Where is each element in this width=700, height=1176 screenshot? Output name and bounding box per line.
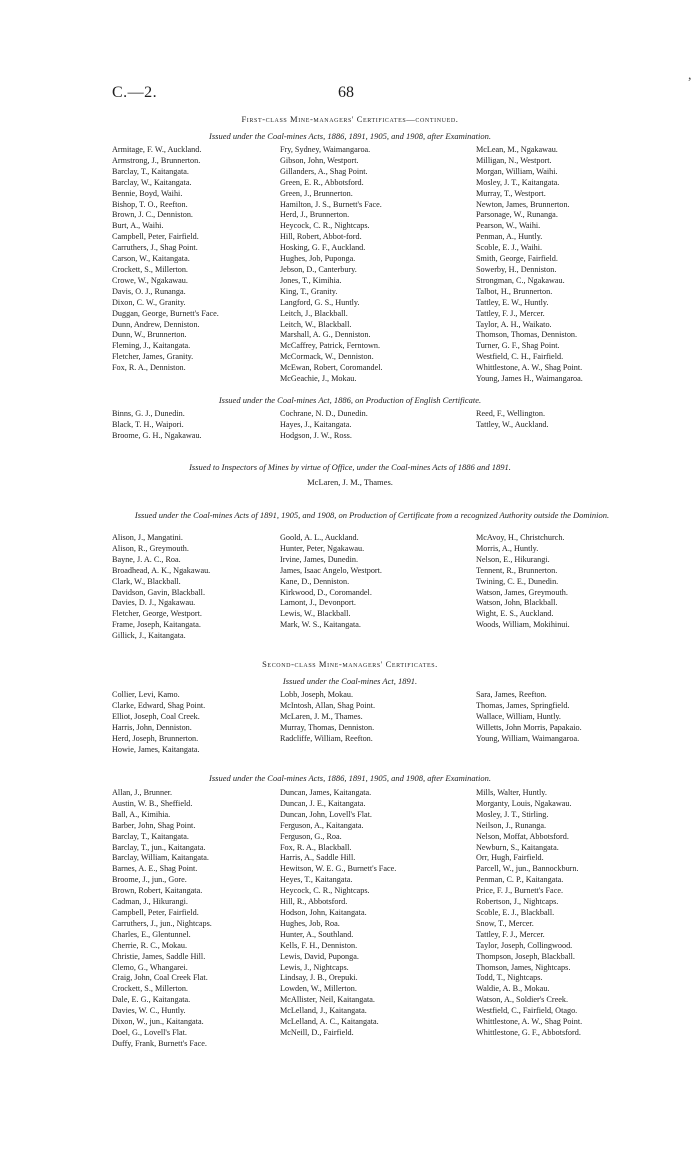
certificate-holder-entry: Young, James H., Waimangaroa.: [476, 374, 583, 384]
name-column-2: [280, 409, 368, 442]
certificate-holder-entry: Tennent, R., Brunnerton.: [476, 565, 558, 575]
certificate-holder-entry: McCaffrey, Patrick, Ferntown.: [280, 341, 381, 351]
certificate-holder-entry: Carruthers, J., Shag Point.: [112, 243, 198, 253]
certificate-holder-entry: Lewis, J., Nightcaps.: [280, 962, 349, 972]
certificate-holder-entry: Ball, A., Kimihia.: [112, 809, 171, 819]
certificate-holder-entry: Waldie, A. B., Mokau.: [476, 984, 550, 994]
certificate-holder-entry: Murray, T., Westport.: [476, 188, 546, 198]
certificate-holder-entry: Carson, W., Kaitangata.: [112, 254, 190, 264]
certificate-holder-entry: Young, William, Waimangaroa.: [476, 733, 580, 743]
certificate-holder-entry: Barclay, T., Kaitangata.: [112, 166, 189, 176]
certificate-holder-entry: Nelson, E., Hikurangi.: [476, 554, 550, 564]
certificate-holder-entry: Smith, George, Fairfield.: [476, 254, 558, 264]
certificate-holder-entry: Tattley, F. J., Mercer.: [476, 929, 545, 939]
certificate-holder-entry: Hosking, G. F., Auckland.: [280, 243, 366, 253]
certificate-holder-entry: Fleming, J., Kaitangata.: [112, 341, 191, 351]
certificate-holder-entry: Leitch, J., Blackball.: [280, 308, 348, 318]
certificate-holder-entry: Wallace, William, Huntly.: [476, 711, 561, 721]
certificate-holder-entry: Allan, J., Brunner.: [112, 788, 173, 797]
page-header-series: C.—2.: [112, 84, 158, 101]
certificate-holder-entry: Penman, A., Huntly.: [476, 232, 543, 242]
certificate-holder-entry: Fletcher, George, Westport.: [112, 609, 202, 619]
certificate-holder-entry: Scoble, E. J., Waihi.: [476, 243, 543, 253]
certificate-holder-entry: Armstrong, J., Brunnerton.: [112, 155, 201, 165]
certificate-holder-entry: Willetts, John Morris, Papakaio.: [476, 722, 582, 732]
certificate-holder-entry: Taylor, A. H., Waikato.: [476, 319, 552, 329]
certificate-holder-entry: Davidson, Gavin, Blackball.: [112, 587, 206, 597]
certificate-holder-entry: Hill, R., Abbotsford.: [280, 897, 348, 907]
section-subtitle-examination: Issued under the Coal-mines Acts, 1886, 1891, 1905, and 1908, after Examination.: [209, 131, 491, 141]
certificate-holder-entry: McLelland, A. C., Kaitangata.: [280, 1017, 379, 1027]
certificate-holder-entry: Duncan, John, Lovell's Flat.: [280, 809, 372, 819]
certificate-holder-entry: Hunter, Peter, Ngakawau.: [280, 543, 365, 553]
certificate-holder-entry: Radcliffe, William, Reefton.: [280, 733, 373, 743]
certificate-holder-entry: Ferguson, G., Roa.: [280, 831, 342, 841]
certificate-holder-entry: Dixon, C. W., Granity.: [112, 297, 186, 307]
certificate-holder-entry: Kane, D., Denniston.: [280, 576, 350, 586]
certificate-holder-entry: Duffy, Frank, Burnett's Face.: [112, 1038, 207, 1048]
certificate-holder-entry: Hill, Robert, Abbot-ford.: [280, 232, 362, 242]
certificate-holder-entry: McLean, M., Ngakawau.: [476, 145, 558, 154]
certificate-holder-entry: Watson, James, Greymouth.: [476, 587, 568, 597]
certificate-holder-entry: Ferguson, A., Kaitangata.: [280, 820, 364, 830]
certificate-holder-entry: Gillick, J., Kaitangata.: [112, 631, 186, 641]
section-subtitle-recognized-authority: Issued under the Coal-mines Acts of 1891, 1905, and 1908, on Production of Certificate from a recognized Authority outside the Dominion.: [134, 510, 610, 520]
certificate-holder-entry: Harris, John, Denniston.: [112, 722, 192, 732]
certificate-holder-entry: Thompson, Joseph, Blackball.: [476, 951, 575, 961]
certificate-holder-entry: Sara, James, Reefton.: [476, 690, 547, 699]
section-subtitle-act-1891: Issued under the Coal-mines Act, 1891.: [282, 676, 418, 686]
certificate-holder-entry: Green, E. R., Abbotsford.: [280, 177, 364, 187]
certificate-holder-entry: Christie, James, Saddle Hill.: [112, 951, 206, 961]
certificate-holder-entry: Heycock, C. R., Nightcaps.: [280, 886, 370, 896]
certificate-holder-entry: Campbell, Peter, Fairfield.: [112, 232, 199, 242]
certificate-holder-entry: Mosley, J. T., Stirling.: [476, 809, 549, 819]
certificate-holder-entry: Herd, J., Brunnerton.: [280, 210, 350, 220]
certificate-holder-entry: Wight, E. S., Auckland.: [476, 609, 554, 619]
certificate-holder-entry: Morganty, Louis, Ngakawau.: [476, 798, 572, 808]
certificate-holder-entry: Whittlestone, A. W., Shag Point.: [476, 363, 583, 373]
certificate-holder-entry: Watson, John, Blackball.: [476, 598, 558, 608]
certificate-holder-entry: Craig, John, Coal Creek Flat.: [112, 973, 208, 983]
certificate-holder-entry: McLelland, J., Kaitangata.: [280, 1006, 367, 1016]
certificate-holder-entry: Dunn, W., Brunnerton.: [112, 330, 187, 340]
certificate-holder-entry: McGeachie, J., Mokau.: [280, 374, 357, 384]
certificate-holder-entry: Twining, C. E., Dunedin.: [476, 576, 559, 586]
certificate-holder-entry: Lobb, Joseph, Mokau.: [280, 690, 353, 699]
certificate-holder-entry: Newton, James, Brunnerton.: [476, 199, 570, 209]
certificate-holder-entry: Neilson, J., Runanga.: [476, 820, 547, 830]
certificate-holder-entry: Lamont, J., Devonport.: [280, 598, 356, 608]
certificate-holder-entry: Broome, J., jun., Gore.: [112, 875, 187, 885]
certificate-holder-entry: James, Isaac Angelo, Westport.: [280, 565, 382, 575]
certificate-holder-entry: Crowe, W., Ngakawau.: [112, 275, 188, 285]
certificate-holder-entry: Broadhead, A. K., Ngakawau.: [112, 565, 211, 575]
certificate-holder-entry: Dixon, W., jun., Kaitangata.: [112, 1017, 204, 1027]
certificate-holder-entry: Barclay, William, Kaitangata.: [112, 853, 209, 863]
certificate-holder-entry: Scoble, E. J., Blackball.: [476, 907, 555, 917]
certificate-holder-entry: Carruthers, J., jun., Nightcaps.: [112, 918, 212, 928]
name-column-2: [280, 533, 382, 631]
certificate-holder-entry: Lindsay, J. B., Orepuki.: [280, 973, 358, 983]
certificate-holder-entry: Westfield, C., Fairfield, Otago.: [476, 1006, 578, 1016]
certificate-holder-entry: Armitage, F. W., Auckland.: [112, 145, 202, 154]
certificate-holder-entry: Todd, T., Nightcaps.: [476, 973, 543, 983]
certificate-holder-entry: Barber, John, Shag Point.: [112, 820, 196, 830]
certificate-holder-entry: Thomson, James, Nightcaps.: [476, 962, 571, 972]
certificate-holder-entry: Black, T. H., Waipori.: [112, 419, 184, 429]
certificate-holder-entry: Morgan, William, Waihi.: [476, 166, 558, 176]
certificate-holder-entry: Cherrie, R. C., Mokau.: [112, 940, 188, 950]
certificate-holder-entry: McAllister, Neil, Kaitangata.: [280, 995, 375, 1005]
certificate-holder-entry: Frame, Joseph, Kaitangata.: [112, 620, 201, 630]
name-column-1: [112, 788, 212, 1050]
certificate-holder-entry: Fletcher, James, Granity.: [112, 352, 194, 362]
certificate-holder-entry: McCormack, W., Denniston.: [280, 352, 374, 362]
certificate-holder-entry: Strongman, C., Ngakawau.: [476, 275, 565, 285]
certificate-holder-entry: Clark, W., Blackball.: [112, 576, 181, 586]
certificate-holder-entry: Murray, Thomas, Denniston.: [280, 722, 375, 732]
certificate-holder-entry: Barclay, T., Kaitangata.: [112, 831, 189, 841]
certificate-holder-entry: Brown, J. C., Denniston.: [112, 210, 193, 220]
certificate-holder-entry: Reed, F., Wellington.: [476, 409, 546, 418]
certificate-holder-entry: McNeill, D., Fairfield.: [280, 1027, 354, 1037]
certificate-holder-entry: Woods, William, Mokihinui.: [476, 620, 570, 630]
name-column-3: [476, 690, 582, 745]
certificate-holder-entry: Marshall, A. G., Denniston.: [280, 330, 371, 340]
certificate-holder-entry: McIntosh, Allan, Shag Point.: [280, 700, 376, 710]
name-column-3: [476, 533, 570, 631]
certificate-holder-entry: Broome, G. H., Ngakawau.: [112, 430, 202, 440]
certificate-holder-entry: Herd, Joseph, Brunnerton.: [112, 733, 199, 743]
certificate-holder-entry: Jebson, D., Canterbury.: [280, 264, 357, 274]
certificate-holder-entry: Crockett, S., Millerton.: [112, 984, 188, 994]
certificate-holder-entry: Bayne, J. A. C., Roa.: [112, 554, 181, 564]
certificate-holder-entry: Thomas, James, Springfield.: [476, 700, 570, 710]
name-column-3: [476, 145, 583, 385]
certificate-holder-entry: Collier, Levi, Kamo.: [112, 690, 180, 699]
certificate-holder-entry: McAvoy, H., Christchurch.: [476, 533, 565, 542]
certificate-holder-entry: Barclay, W., Kaitangata.: [112, 177, 192, 187]
name-column-2: [280, 145, 383, 385]
certificate-holder-entry: Goold, A. L., Auckland.: [280, 533, 359, 542]
certificate-holder-entry: Campbell, Peter, Fairfield.: [112, 907, 199, 917]
section-subtitle-inspectors: Issued to Inspectors of Mines by virtue of Office, under the Coal-mines Acts of 1886 and 1891.: [189, 462, 511, 472]
section-title-second-class: Second-class Mine-managers' Certificates.: [262, 659, 438, 669]
certificate-holder-entry: Duggan, George, Burnett's Face.: [112, 308, 219, 318]
certificate-holder-entry: Heyes, T., Kaitangata.: [280, 875, 353, 885]
certificate-holder-entry: Whittlestone, G. F., Abbotsford.: [476, 1027, 581, 1037]
certificate-holder-entry: Talbot, H., Brunnerton.: [476, 286, 553, 296]
certificate-holder-entry: Thomson, Thomas, Denniston.: [476, 330, 578, 340]
name-column-2: [280, 690, 375, 745]
certificate-holder-entry: Barclay, T., jun., Kaitangata.: [112, 842, 206, 852]
certificate-holder-entry: Hewitson, W. E. G., Burnett's Face.: [280, 864, 397, 874]
name-column-1: [112, 533, 210, 642]
certificate-holder-entry: Gibson, John, Westport.: [280, 155, 359, 165]
certificate-holder-entry: Mosley, J. T., Kaitangata.: [476, 177, 560, 187]
certificate-holder-entry: Penman, C. P., Kaitangata.: [476, 875, 564, 885]
section-title-first-class: First-class Mine-managers' Certificates—continued.: [241, 114, 459, 124]
certificate-holder-entry: Cochrane, N. D., Dunedin.: [280, 409, 368, 418]
certificate-holder-entry: Snow, T., Mercer.: [476, 918, 534, 928]
certificate-holder-entry: Binns, G. J., Dunedin.: [112, 409, 185, 418]
certificate-holder-entry: Lewis, W., Blackball.: [280, 609, 351, 619]
certificate-holder-entry: Newburn, S., Kaitangata.: [476, 842, 559, 852]
certificate-holder-entry: Hodson, John, Kaitangata.: [280, 907, 367, 917]
name-column-3: [476, 788, 582, 1039]
certificate-holder-entry: Hunter, A., Southland.: [280, 929, 354, 939]
certificate-holder-entry: Davis, O. J., Runanga.: [112, 286, 186, 296]
certificate-holder-entry: Cadman, J., Hikurangi.: [112, 897, 188, 907]
certificate-holder-entry: Jones, T., Kimihia.: [280, 275, 342, 285]
certificate-holder-entry: Westfield, C. H., Fairfield.: [476, 352, 564, 362]
certificate-holder-entry: Mark, W. S., Kaitangata.: [280, 620, 361, 630]
certificate-holder-entry: Tattley, E. W., Huntly.: [476, 297, 549, 307]
certificate-holder-entry: Bennie, Boyd, Waihi.: [112, 188, 183, 198]
certificate-holder-entry: Barnes, A. E., Shag Point.: [112, 864, 198, 874]
certificate-holder-entry: Hughes, Job, Roa.: [280, 918, 340, 928]
certificate-holder-entry: Fry, Sydney, Waimangaroa.: [280, 145, 371, 154]
certificate-holder-entry: Green, J., Brunnerton.: [280, 188, 353, 198]
certificate-holder-entry: Gillanders, A., Shag Point.: [280, 166, 368, 176]
name-column-1: [112, 690, 205, 755]
certificate-holder-entry: Howie, James, Kaitangata.: [112, 744, 200, 754]
section-subtitle-english-certificate: Issued under the Coal-mines Act, 1886, on Production of English Certificate.: [218, 395, 482, 405]
certificate-holder-entry: Davies, D. J., Ngakawau.: [112, 598, 196, 608]
certificate-holder-entry: McLaren, J. M., Thames.: [280, 711, 363, 721]
certificate-holder-entry: Parsonage, W., Runanga.: [476, 210, 558, 220]
certificate-holder-entry: Duncan, J. E., Kaitangata.: [280, 798, 366, 808]
certificate-holder-entry: Alison, J., Mangatini.: [112, 533, 183, 542]
certificate-holder-entry: Burt, A., Waihi.: [112, 221, 164, 231]
certificate-holder-entry: Hamilton, J. S., Burnett's Face.: [280, 199, 382, 209]
certificate-holder-entry: Robertson, J., Nightcaps.: [476, 897, 559, 907]
name-column-3: [476, 409, 549, 431]
name-column-2: [280, 788, 396, 1039]
certificate-holder-entry: Milligan, N., Westport.: [476, 155, 552, 165]
section-subtitle-second-class-examination: Issued under the Coal-mines Acts, 1886, 1891, 1905, and 1908, after Examination.: [209, 773, 491, 783]
certificate-holder-entry: Tattley, W., Auckland.: [476, 419, 549, 429]
certificate-holder-entry: Elliot, Joseph, Coal Creek.: [112, 711, 200, 721]
certificate-holder-entry: Charles, E., Glentunnel.: [112, 929, 191, 939]
certificate-holder-entry: Davies, W. C., Huntly.: [112, 1006, 186, 1016]
certificate-holder-entry: Alison, R., Greymouth.: [112, 543, 189, 553]
certificate-holder-entry: Harris, A., Saddle Hill.: [280, 853, 356, 863]
certificate-holder-entry: Bishop, T. O., Reefton.: [112, 199, 188, 209]
certificate-holder-entry: King, T., Granity.: [280, 286, 338, 296]
certificate-holder-entry: Clemo, G., Whangarei.: [112, 962, 188, 972]
certificate-holder-entry: Hayes, J., Kaitangata.: [280, 419, 352, 429]
name-column-1: [112, 145, 219, 374]
certificate-holder-entry: Watson, A., Soldier's Creek.: [476, 995, 569, 1005]
certificate-holder-entry: Langford, G. S., Huntly.: [280, 297, 360, 307]
certificate-holder-entry: Hodgson, J. W., Ross.: [280, 430, 352, 440]
certificate-holder-entry: Crockett, S., Millerton.: [112, 264, 188, 274]
certificate-holder-entry: Kells, F. H., Denniston.: [280, 940, 358, 950]
certificate-holder-entry: Doel, G., Lovell's Flat.: [112, 1027, 187, 1037]
certificate-holder-entry: Brown, Robert, Kaitangata.: [112, 886, 203, 896]
certificate-holder-entry: Hughes, Job, Puponga.: [280, 254, 356, 264]
certificate-holder-entry: McEwan, Robert, Coromandel.: [280, 363, 383, 373]
certificate-holder-entry: Fox, R. A., Blackball.: [280, 842, 352, 852]
certificate-holder-entry: Pearson, W., Waihi.: [476, 221, 541, 231]
name-column-1: [112, 409, 202, 442]
certificate-holder-entry: Taylor, Joseph, Collingwood.: [476, 940, 573, 950]
certificate-holder-entry: Kirkwood, D., Coromandel.: [280, 587, 372, 597]
certificate-holder-entry: Nelson, Moffat, Abbotsford.: [476, 831, 569, 841]
certificate-holder-entry: Whittlestone, A. W., Shag Point.: [476, 1017, 583, 1027]
certificate-holder-entry: Price, F. J., Burnett's Face.: [476, 886, 564, 896]
certificate-holder-entry: Dunn, Andrew, Denniston.: [112, 319, 200, 329]
certificate-holder-entry: Heycock, C. R., Nightcaps.: [280, 221, 370, 231]
certificate-holder-entry: Sowerby, H., Denniston.: [476, 264, 557, 274]
page-number: 68: [338, 84, 354, 101]
certificate-holder-entry: Orr, Hugh, Fairfield.: [476, 853, 544, 863]
certificate-holder-entry: Duncan, James, Kaitangata.: [280, 788, 372, 797]
certificate-holder-entry: Tattley, F. J., Mercer.: [476, 308, 545, 318]
margin-mark: ,: [688, 68, 692, 83]
certificate-holder-entry: Fox, R. A., Denniston.: [112, 363, 186, 373]
certificate-holder-entry: Dale, E. G., Kaitangata.: [112, 995, 191, 1005]
certificate-holder-entry: Lowden, W., Millerton.: [280, 984, 357, 994]
certificate-holder-entry: Lewis, David, Puponga.: [280, 951, 359, 961]
certificate-holder-entry: Morris, A., Huntly.: [476, 543, 539, 553]
inspector-entry: McLaren, J. M., Thames.: [307, 477, 393, 487]
certificate-holder-entry: Clarke, Edward, Shag Point.: [112, 700, 206, 710]
certificate-holder-entry: Austin, W. B., Sheffield.: [112, 798, 193, 808]
certificate-holder-entry: Mills, Walter, Huntly.: [476, 788, 547, 797]
certificate-holder-entry: Turner, G. F., Shag Point.: [476, 341, 560, 351]
certificate-holder-entry: Leitch, W., Blackball.: [280, 319, 352, 329]
certificate-holder-entry: Irvine, James, Dunedin.: [280, 554, 358, 564]
certificate-holder-entry: Parcell, W., jun., Bannockburn.: [476, 864, 579, 874]
